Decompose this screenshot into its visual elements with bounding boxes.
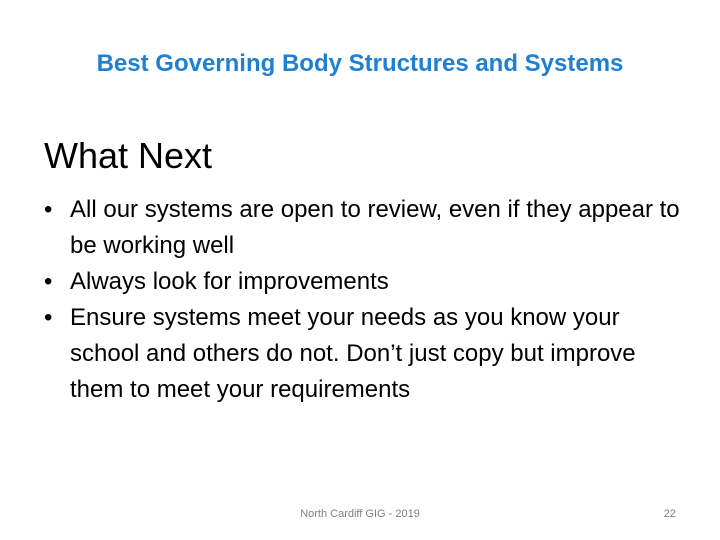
bullet-text: Always look for improvements [70, 268, 389, 295]
bullet-dot: • [44, 304, 53, 331]
section-heading: What Next [44, 135, 213, 176]
bullet-item [44, 300, 684, 408]
footer-text: North Cardiff GIG - 2019 [300, 508, 420, 520]
bullet-text: All our systems are open to review, even if they appear to be working well [70, 196, 680, 259]
slide-title: Best Governing Body Structures and Systems [96, 50, 624, 77]
bullet-dot: • [44, 196, 53, 223]
bullet-item [44, 264, 684, 300]
bullet-text: Ensure systems meet your needs as you know your school and others do not. Don’t just copy but improve them to meet your requirements [70, 304, 636, 403]
bullet-item [44, 192, 684, 264]
bullet-dot: • [44, 268, 53, 295]
page-number: 22 [663, 508, 676, 520]
bullet-list [44, 192, 684, 408]
